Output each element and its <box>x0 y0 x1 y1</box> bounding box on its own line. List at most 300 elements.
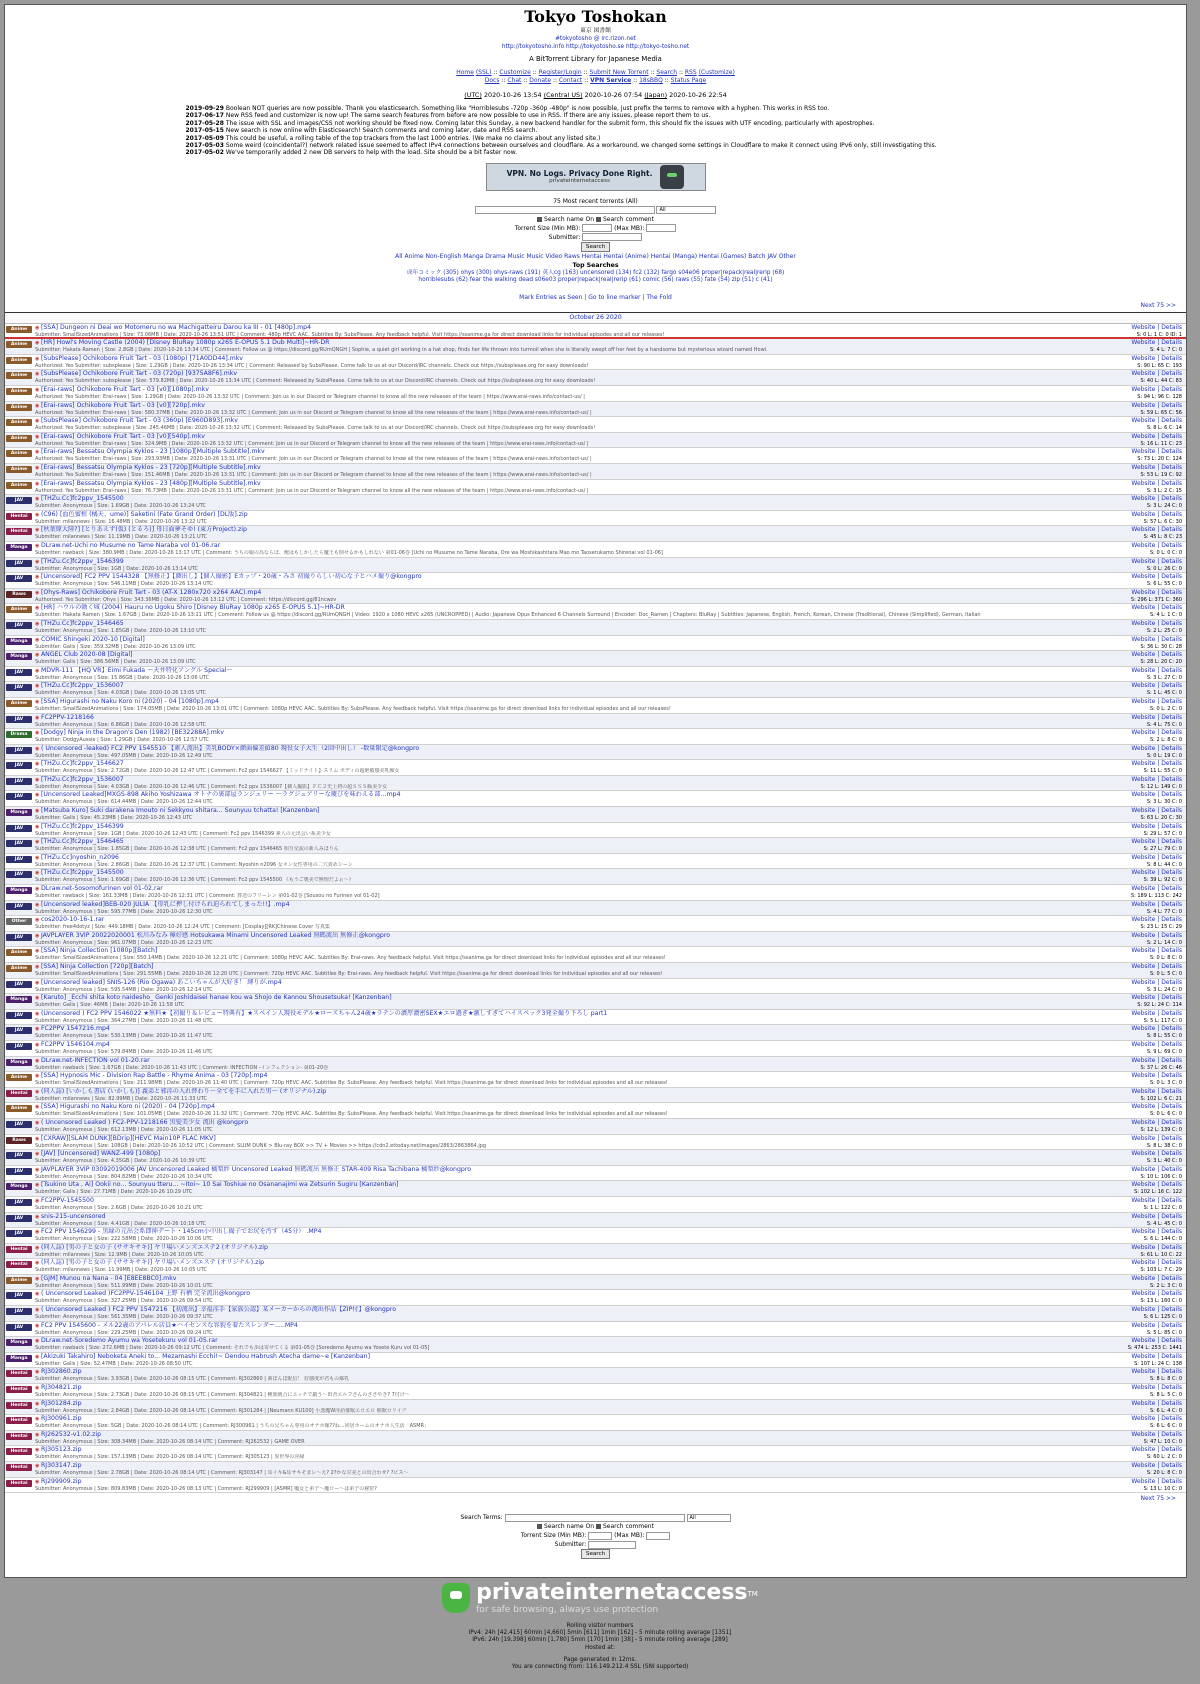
category-badge[interactable]: Manga <box>6 1355 32 1362</box>
torrent-link[interactable]: ◉ snis-215-uncensored <box>35 1213 1045 1221</box>
category-badge[interactable]: JAV <box>6 840 32 847</box>
category-badge[interactable]: Anime <box>6 435 32 442</box>
torrent-link[interactable]: ◉ FC2PPV-1218166 <box>35 714 1045 722</box>
nav-register-login[interactable]: Register/Login <box>538 69 582 76</box>
website-link[interactable]: Website <box>1131 1196 1156 1204</box>
category-badge[interactable]: Manga <box>6 887 32 894</box>
details-link[interactable]: Details <box>1161 1165 1182 1173</box>
details-link[interactable]: Details <box>1161 1384 1182 1392</box>
details-link[interactable]: Details <box>1161 947 1182 955</box>
details-link[interactable]: Details <box>1161 1477 1182 1485</box>
website-link[interactable]: Website <box>1131 775 1156 783</box>
details-link[interactable]: Details <box>1161 619 1182 627</box>
torrent-link[interactable]: ◉ RJ302860.zip <box>35 1368 1045 1376</box>
category-badge[interactable]: JAV <box>6 716 32 723</box>
website-link[interactable]: Website <box>1131 1009 1156 1017</box>
category-badge[interactable]: JAV <box>6 669 32 676</box>
details-link[interactable]: Details <box>1161 448 1182 456</box>
torrent-link[interactable]: ◉ [Erai-raws] Ochikobore Fruit Tart - 03 [v0][540p].mkv <box>35 433 1045 441</box>
torrent-link[interactable]: ◉ [Erai-raws] Ochikobore Fruit Tart - 03 [v0][720p].mkv <box>35 402 1045 410</box>
website-link[interactable]: Website <box>1131 1352 1156 1360</box>
category-badge[interactable]: Hentai <box>6 528 32 535</box>
category-badge[interactable]: Manga <box>6 1059 32 1066</box>
torrent-link[interactable]: ◉ [THZu.Cc]fc2ppv_1546399 <box>35 558 1045 566</box>
torrent-link[interactable]: ◉ [THZu.Cc]fc2ppv_1546399 <box>35 823 1045 831</box>
website-link[interactable]: Website <box>1131 354 1156 362</box>
torrent-link[interactable]: ◉ [THZu.Cc]fc2ppv_1546465 <box>35 838 1045 846</box>
details-link[interactable]: Details <box>1161 1446 1182 1454</box>
category-badge[interactable]: Manga <box>6 809 32 816</box>
torrent-link[interactable]: ◉ FC2 PPV 1545600 - メル22歳のアパレル店員★ハイセンスな容貌を着たスレンダー.....MP4 <box>35 1322 1045 1330</box>
torrent-link[interactable]: ◉ JAVPLAYER 3VIP 20022020001 松川みなみ 極好感 Hotsukawa Minami Uncensored Leaked 無碼流出 無修正@kongpro <box>35 932 1045 940</box>
details-link[interactable]: Details <box>1161 931 1182 939</box>
details-link[interactable]: Details <box>1161 1415 1182 1423</box>
details-link[interactable]: Details <box>1161 869 1182 877</box>
torrent-link[interactable]: ◉ ANGEL Club 2020-08 [Digital] <box>35 651 1045 659</box>
details-link[interactable]: Details <box>1161 853 1182 861</box>
details-link[interactable]: Details <box>1161 588 1182 596</box>
torrent-link[interactable]: ◉ [THZu.Cc]fc2ppv_1546627 <box>35 760 1045 768</box>
torrent-link[interactable]: ◉ ( Uncensored Leaked ) FC2 PPV 1547216 【初流出】幸福淫手【家族公認】某メーカーからの流出作品【ZIP付】@kongpro <box>35 1306 1045 1314</box>
website-link[interactable]: Website <box>1131 807 1156 815</box>
website-link[interactable]: Website <box>1131 1134 1156 1142</box>
torrent-link[interactable]: ◉ [THZu.Cc]nyoshin_n2096 <box>35 854 1045 862</box>
details-link[interactable]: Details <box>1161 1009 1182 1017</box>
irc-link[interactable]: #tokyotosho @ irc.rizon.net <box>555 36 636 42</box>
torrent-link[interactable]: ◉ [GJM] Munou na Nana - 04 [E8EE8BC0].mkv <box>35 1275 1045 1283</box>
nav-status[interactable]: Status Page <box>670 77 707 84</box>
website-link[interactable]: Website <box>1131 947 1156 955</box>
nav-vpn[interactable]: VPN Service <box>590 77 632 84</box>
torrent-link[interactable]: ◉ RJ304821.zip <box>35 1384 1045 1392</box>
max-size-input[interactable] <box>646 224 676 232</box>
category-badge[interactable]: Anime <box>6 419 32 426</box>
category-badge[interactable]: Anime <box>6 1277 32 1284</box>
details-link[interactable]: Details <box>1161 1025 1182 1033</box>
torrent-link[interactable]: ◉ [Ohys-Raws] Ochikobore Fruit Tart - 03 (AT-X 1280x720 x264 AAC).mp4 <box>35 589 1045 597</box>
torrent-link[interactable]: ◉ RJ305123.zip <box>35 1446 1045 1454</box>
details-link[interactable]: Details <box>1161 1040 1182 1048</box>
details-link[interactable]: Details <box>1161 1243 1182 1251</box>
category-badge[interactable]: JAV <box>6 778 32 785</box>
website-link[interactable]: Website <box>1131 526 1156 534</box>
nav-docs[interactable]: Docs <box>484 77 500 84</box>
details-link[interactable]: Details <box>1161 713 1182 721</box>
details-link[interactable]: Details <box>1161 978 1182 986</box>
details-link[interactable]: Details <box>1161 1399 1182 1407</box>
category-badge[interactable]: Raws <box>6 1137 32 1144</box>
details-link[interactable]: Details <box>1161 1337 1182 1345</box>
mirror-links[interactable]: http://tokyotosho.info http://tokyotosho.se http://tokyo-tosho.net <box>501 44 690 50</box>
category-badge[interactable]: JAV <box>6 560 32 567</box>
search-input[interactable] <box>475 206 655 214</box>
next-page-link-top[interactable]: Next 75 >> <box>1140 301 1176 309</box>
details-link[interactable]: Details <box>1161 1430 1182 1438</box>
category-badge[interactable]: Manga <box>6 638 32 645</box>
torrent-link[interactable]: ◉ [Uncensored] FC2 PPV 1544328 【無修正】【顔出し】【個人撮影】Eカップ・20歳・みさ 初撮りらしい初心な子とハメ撮り@kongpro <box>35 573 1045 581</box>
torrent-link[interactable]: ◉ [SubsPlease] Ochikobore Fruit Tart - 03 (1080p) [71A0DD44].mkv <box>35 355 1045 363</box>
details-link[interactable]: Details <box>1161 1352 1182 1360</box>
website-link[interactable]: Website <box>1131 1040 1156 1048</box>
torrent-link[interactable]: ◉ cos2020-10-16-1.rar <box>35 916 1045 924</box>
details-link[interactable]: Details <box>1161 526 1182 534</box>
torrent-link[interactable]: ◉ (同人誌) [いかしも書店 (いかしも)] 義弟と邪淫の入れ替わり～全てを手に入れた男～ (オリジナル).zip <box>35 1088 1045 1096</box>
category-badge[interactable]: Hentai <box>6 1370 32 1377</box>
website-link[interactable]: Website <box>1131 791 1156 799</box>
torrent-link[interactable]: ◉ [THZu.Cc]fc2ppv_1536007 <box>35 682 1045 690</box>
website-link[interactable]: Website <box>1131 339 1156 347</box>
search-comment-checkbox[interactable] <box>596 217 601 222</box>
torrent-link[interactable]: ◉ (同人誌) [男の子と女の子 (ササキサキ)] ヤリ場いメンズエステ (オリジナル).zip <box>35 1259 1045 1267</box>
details-link[interactable]: Details <box>1161 916 1182 924</box>
details-link[interactable]: Details <box>1161 541 1182 549</box>
website-link[interactable]: Website <box>1131 651 1156 659</box>
website-link[interactable]: Website <box>1131 1056 1156 1064</box>
website-link[interactable]: Website <box>1131 604 1156 612</box>
website-link[interactable]: Website <box>1131 510 1156 518</box>
bottom-search-comment-checkbox[interactable] <box>596 1524 601 1529</box>
category-badge[interactable]: JAV <box>6 1012 32 1019</box>
torrent-link[interactable]: ◉ [SSA] Hypnosis Mic - Division Rap Battle - Rhyme Anima - 03 [720p].mp4 <box>35 1072 1045 1080</box>
torrent-link[interactable]: ◉ [SubsPlease] Ochikobore Fruit Tart - 03 (720p) [9375A8F6].mkv <box>35 370 1045 378</box>
details-link[interactable]: Details <box>1161 1103 1182 1111</box>
website-link[interactable]: Website <box>1131 464 1156 471</box>
details-link[interactable]: Details <box>1161 1212 1182 1220</box>
category-badge[interactable]: Anime <box>6 482 32 489</box>
category-badge[interactable]: Anime <box>6 1105 32 1112</box>
details-link[interactable]: Details <box>1161 1259 1182 1267</box>
submitter-input[interactable] <box>582 233 642 241</box>
details-link[interactable]: Details <box>1161 729 1182 737</box>
nav-donate[interactable]: Donate <box>529 77 552 84</box>
category-badge[interactable]: Manga <box>6 1183 32 1190</box>
torrent-link[interactable]: ◉ FC2PPV-1545500 <box>35 1197 1045 1205</box>
torrent-link[interactable]: ◉ (Uncensored ) FC2 PPV 1546022 ★無料★【初撮り＆レビュー特典有】★スペイン人現役モデル★ローズちゃん24歳★ラテンの濃厚濃密SEX★エロ過ぎ★激しすぎてハイスペック3発全撮り下ろし part1 <box>35 1010 1045 1018</box>
website-link[interactable]: Website <box>1131 666 1156 674</box>
torrent-link[interactable]: ◉ [SSA] Ninja Collection [720p][Batch] <box>35 963 1045 971</box>
category-badge[interactable]: Manga <box>6 544 32 551</box>
details-link[interactable]: Details <box>1161 635 1182 643</box>
category-badge[interactable]: Anime <box>6 606 32 613</box>
details-link[interactable]: Details <box>1161 744 1182 752</box>
category-badge[interactable]: Manga <box>6 996 32 1003</box>
category-badge[interactable]: JAV <box>6 825 32 832</box>
torrent-link[interactable]: ◉ [Uncensored leaked]BEB-020 JULIA 【母乳に押し付けられ迫られてしまった!!】.mp4 <box>35 901 1045 909</box>
details-link[interactable]: Details <box>1161 838 1182 846</box>
category-badge[interactable]: Manga <box>6 653 32 660</box>
site-title[interactable]: Tokyo Toshokan <box>524 7 667 26</box>
website-link[interactable]: Website <box>1131 619 1156 627</box>
torrent-link[interactable]: ◉ [Karuto] _Ecchi shita koto naidesho_ Genki Joshidaisei hanae kou wa Shojo de Kannou Shousetsuka! [Kanzenban] <box>35 994 1045 1002</box>
torrent-link[interactable]: ◉ [THZu.Cc]fc2ppv_1545500 <box>35 869 1045 877</box>
details-link[interactable]: Details <box>1161 479 1182 487</box>
category-badge[interactable]: JAV <box>6 903 32 910</box>
details-link[interactable]: Details <box>1161 1228 1182 1236</box>
bottom-search-input[interactable] <box>505 1514 685 1522</box>
torrent-link[interactable]: ◉ FC2PPV 1547216.mp4 <box>35 1025 1045 1033</box>
category-badge[interactable]: Hentai <box>6 1402 32 1409</box>
website-link[interactable]: Website <box>1131 1446 1156 1454</box>
website-link[interactable]: Website <box>1131 697 1156 705</box>
website-link[interactable]: Website <box>1131 1212 1156 1220</box>
details-link[interactable]: Details <box>1161 432 1182 440</box>
torrent-link[interactable]: ◉ [Erai-raws] Bessatsu Olympia Kyklos - 23 [480p][Multiple Subtitle].mkv <box>35 480 1045 488</box>
bottom-search-name-checkbox[interactable] <box>537 1524 542 1529</box>
details-link[interactable]: Details <box>1161 1306 1182 1314</box>
category-badge[interactable]: Hentai <box>6 1386 32 1393</box>
torrent-link[interactable]: ◉ COMIC Shingeki 2020-10 [Digital] <box>35 636 1045 644</box>
torrent-link[interactable]: ◉ RJ303147.zip <box>35 1462 1045 1470</box>
category-badge[interactable]: Other <box>6 918 32 925</box>
next-page-link-bottom[interactable]: Next 75 >> <box>1140 1495 1176 1503</box>
torrent-link[interactable]: ◉ RJ262532-v1.02.zip <box>35 1431 1045 1439</box>
details-link[interactable]: Details <box>1161 573 1182 581</box>
website-link[interactable]: Website <box>1131 1025 1156 1033</box>
website-link[interactable]: Website <box>1131 401 1156 409</box>
category-badge[interactable]: Hentai <box>6 513 32 520</box>
category-badge[interactable]: JAV <box>6 1199 32 1206</box>
torrent-link[interactable]: ◉ [CXRAW][SLAM DUNK][BDrip][HEVC Main10P FLAC MKV] <box>35 1135 1045 1143</box>
details-link[interactable]: Details <box>1161 697 1182 705</box>
website-link[interactable]: Website <box>1131 1243 1156 1251</box>
category-badge[interactable]: JAV <box>6 1168 32 1175</box>
website-link[interactable]: Website <box>1131 635 1156 643</box>
torrent-link[interactable]: ◉ MDVR-111 【HQ VR】Eimi Fukada ～天井特化アングル Special～ <box>35 667 1045 675</box>
category-links[interactable]: All Anime Non-English Manga Drama Music Music Video Raws Hentai Hentai (Anime) Hentai (Manga) Hentai (Games) Batch JAV Other <box>395 252 796 260</box>
details-link[interactable]: Details <box>1161 822 1182 830</box>
website-link[interactable]: Website <box>1131 323 1156 331</box>
torrent-link[interactable]: ◉ [Tsukino Uta , Ai] Ookii no... Sounyuu tteru... ~Itoi~ 10 Sai Toshiue no Osananajimi wa Zetsurin Sugiru [Kanzenban] <box>35 1181 1045 1189</box>
torrent-link[interactable]: ◉ (同人誌) [男の子と女の子 (ササキサキ)] ヤリ場いメンズエステ2 (オリジナル).zip <box>35 1244 1045 1252</box>
category-badge[interactable]: Hentai <box>6 1246 32 1253</box>
details-link[interactable]: Details <box>1161 401 1182 409</box>
details-link[interactable]: Details <box>1161 760 1182 768</box>
torrent-link[interactable]: ◉ [Uncensored leaked] SNIS-126 (Rio Ogawa) あこいちゃんが大好き！ 縛りが.mp4 <box>35 979 1045 987</box>
website-link[interactable]: Website <box>1131 1274 1156 1282</box>
torrent-link[interactable]: ◉ [THZu.Cc]fc2ppv_1536007 <box>35 776 1045 784</box>
website-link[interactable]: Website <box>1131 1462 1156 1469</box>
torrent-link[interactable]: ◉ [SSA] Higurashi no Naku Koro ni (2020) - 04 [1080p].mp4 <box>35 698 1045 706</box>
details-link[interactable]: Details <box>1161 370 1182 378</box>
details-link[interactable]: Details <box>1161 1056 1182 1064</box>
category-badge[interactable]: JAV <box>6 871 32 878</box>
torrent-link[interactable]: ◉ [Dodgy] Ninja in the Dragon's Den (1982) [BE32288A].mkv <box>35 729 1045 737</box>
category-badge[interactable]: Hentai <box>6 1448 32 1455</box>
category-badge[interactable]: Anime <box>6 341 32 348</box>
details-link[interactable]: Details <box>1161 807 1182 815</box>
category-badge[interactable]: JAV <box>6 1230 32 1237</box>
website-link[interactable]: Website <box>1131 1368 1156 1376</box>
category-badge[interactable]: Hentai <box>6 1417 32 1424</box>
details-link[interactable]: Details <box>1161 994 1182 1002</box>
category-badge[interactable]: JAV <box>6 747 32 754</box>
nav-ssl[interactable]: (SSL) <box>475 69 492 76</box>
details-link[interactable]: Details <box>1161 963 1182 970</box>
bottom-search-button[interactable]: Search <box>581 1549 610 1559</box>
website-link[interactable]: Website <box>1131 588 1156 596</box>
website-link[interactable]: Website <box>1131 1165 1156 1173</box>
torrent-link[interactable]: ◉ [Erai-raws] Ochikobore Fruit Tart - 03 [v0][1080p].mkv <box>35 386 1045 394</box>
details-link[interactable]: Details <box>1161 885 1182 893</box>
details-link[interactable]: Details <box>1161 510 1182 518</box>
nav-submit[interactable]: Submit New Torrent <box>589 69 649 76</box>
torrent-link[interactable]: ◉ [Akizuki Takahiro] Neboketa Aneki to... Mezamashi Ecchi!~ Dendou Habrush Atecha dame~e [Kanzenban] <box>35 1353 1045 1361</box>
category-badge[interactable]: Anime <box>6 450 32 457</box>
website-link[interactable]: Website <box>1131 1384 1156 1392</box>
website-link[interactable]: Website <box>1131 495 1156 503</box>
category-badge[interactable]: Hentai <box>6 1464 32 1471</box>
details-link[interactable]: Details <box>1161 1150 1182 1158</box>
website-link[interactable]: Website <box>1131 557 1156 565</box>
torrent-link[interactable]: ◉ DLraw.net-INFECTION vol 01-20.rar <box>35 1057 1045 1065</box>
details-link[interactable]: Details <box>1161 775 1182 783</box>
website-link[interactable]: Website <box>1131 1087 1156 1095</box>
nav-18sbbq[interactable]: 18sBBQ <box>639 77 663 84</box>
website-link[interactable]: Website <box>1131 682 1156 690</box>
details-link[interactable]: Details <box>1161 666 1182 674</box>
category-badge[interactable]: Anime <box>6 372 32 379</box>
category-badge[interactable]: Anime <box>6 388 32 395</box>
website-link[interactable]: Website <box>1131 1103 1156 1111</box>
top-searches-line-2[interactable]: horriblesubs (62) fear the walking dead s06e03 proper|repack|real|rerip (61) comic (56) raws (55) fate (54) zip (51) c (41) <box>418 277 773 284</box>
torrent-link[interactable]: ◉ DLraw.net-Uchi no Musume no Tame Naraba vol 01-06.rar <box>35 542 1045 550</box>
website-link[interactable]: Website <box>1131 448 1156 456</box>
website-link[interactable]: Website <box>1131 386 1156 394</box>
website-link[interactable]: Website <box>1131 479 1156 487</box>
website-link[interactable]: Website <box>1131 713 1156 721</box>
website-link[interactable]: Website <box>1131 1150 1156 1158</box>
website-link[interactable]: Website <box>1131 978 1156 986</box>
category-badge[interactable]: JAV <box>6 1324 32 1331</box>
website-link[interactable]: Website <box>1131 370 1156 378</box>
nav-chat[interactable]: Chat <box>507 77 522 84</box>
nav-customize[interactable]: Customize <box>499 69 531 76</box>
category-badge[interactable]: Manga <box>6 1339 32 1346</box>
category-badge[interactable]: JAV <box>6 1308 32 1315</box>
details-link[interactable]: Details <box>1161 417 1182 425</box>
torrent-link[interactable]: ◉ DLraw.net-Soredemo Ayumu wa Yosetekuru vol 01-05.rar <box>35 1337 1045 1345</box>
torrent-link[interactable]: ◉ JAVPLAYER 3VIP 03092019006 JAV Uncensored Leaked 橘梨紗 Uncensored Leaked 無碼流出 無修正 STAR-409 Risa Tachibana 橘梨紗@kongpro <box>35 1166 1045 1174</box>
details-link[interactable]: Details <box>1161 1462 1182 1469</box>
website-link[interactable]: Website <box>1131 760 1156 768</box>
details-link[interactable]: Details <box>1161 495 1182 503</box>
torrent-link[interactable]: ◉ [Matsuba Kuro] Suki darakena Imouto ni Sekkyou shitara... Sounyuu tchatta! [Kanzenban] <box>35 807 1045 815</box>
torrent-link[interactable]: ◉ RJ300961.zip <box>35 1415 1045 1423</box>
website-link[interactable]: Website <box>1131 1228 1156 1236</box>
website-link[interactable]: Website <box>1131 1259 1156 1267</box>
website-link[interactable]: Website <box>1131 1118 1156 1126</box>
torrent-link[interactable]: ◉ [Erai-raws] Bessatsu Olympia Kyklos - 23 [720p][Multiple Subtitle].mkv <box>35 464 1045 472</box>
nav-search[interactable]: Search <box>656 69 678 76</box>
category-badge[interactable]: JAV <box>6 1043 32 1050</box>
torrent-link[interactable]: ◉ [SubsPlease] Ochikobore Fruit Tart - 03 (360p) [E960D893].mkv <box>35 417 1045 425</box>
category-badge[interactable]: JAV <box>6 622 32 629</box>
website-link[interactable]: Website <box>1131 838 1156 846</box>
details-link[interactable]: Details <box>1161 604 1182 612</box>
details-link[interactable]: Details <box>1161 1181 1182 1189</box>
website-link[interactable]: Website <box>1131 1477 1156 1485</box>
website-link[interactable]: Website <box>1131 885 1156 893</box>
category-badge[interactable]: Anime <box>6 466 32 473</box>
category-badge[interactable]: JAV <box>6 762 32 769</box>
website-link[interactable]: Website <box>1131 1181 1156 1189</box>
torrent-link[interactable]: ◉ FC2PPV 1546104.mp4 <box>35 1041 1045 1049</box>
details-link[interactable]: Details <box>1161 1072 1182 1080</box>
website-link[interactable]: Website <box>1131 541 1156 549</box>
details-link[interactable]: Details <box>1161 682 1182 690</box>
category-badge[interactable]: JAV <box>6 1027 32 1034</box>
torrent-link[interactable]: ◉ [SSA] Ninja Collection [1080p][Batch] <box>35 947 1045 955</box>
details-link[interactable]: Details <box>1161 354 1182 362</box>
min-size-input[interactable] <box>582 224 612 232</box>
category-badge[interactable]: Hentai <box>6 1433 32 1440</box>
website-link[interactable]: Website <box>1131 963 1156 970</box>
category-badge[interactable]: Anime <box>6 357 32 364</box>
torrent-link[interactable]: ◉ ( Uncensored Leaked )FC2PPV-1546104 上野 有栖 完全流出@kongpro <box>35 1290 1045 1298</box>
website-link[interactable]: Website <box>1131 1306 1156 1314</box>
category-badge[interactable]: JAV <box>6 793 32 800</box>
category-badge[interactable]: JAV <box>6 1292 32 1299</box>
website-link[interactable]: Website <box>1131 1290 1156 1298</box>
torrent-link[interactable]: ◉ [THZu.Cc]fc2ppv_1546465 <box>35 620 1045 628</box>
category-badge[interactable]: Hentai <box>6 1261 32 1268</box>
website-link[interactable]: Website <box>1131 853 1156 861</box>
details-link[interactable]: Details <box>1161 651 1182 659</box>
category-badge[interactable]: JAV <box>6 1121 32 1128</box>
details-link[interactable]: Details <box>1161 1321 1182 1329</box>
category-badge[interactable]: Hentai <box>6 1090 32 1097</box>
category-badge[interactable]: JAV <box>6 981 32 988</box>
torrent-link[interactable]: ◉ ( Uncensored Leaked ) FC2-PPV-1218166 黒髪美少女 流出 @kongpro <box>35 1119 1045 1127</box>
category-badge[interactable]: JAV <box>6 1215 32 1222</box>
website-link[interactable]: Website <box>1131 1072 1156 1080</box>
torrent-link[interactable]: ◉ RJ299909.zip <box>35 1478 1045 1486</box>
category-badge[interactable]: Anime <box>6 700 32 707</box>
website-link[interactable]: Website <box>1131 900 1156 908</box>
torrent-link[interactable]: ◉ (C96) [血色蜜柑 (橘天、ume)] Saketini (Fate Grand Order) [DL版].zip <box>35 511 1045 519</box>
website-link[interactable]: Website <box>1131 994 1156 1002</box>
website-link[interactable]: Website <box>1131 1321 1156 1329</box>
torrent-link[interactable]: ◉ ( Uncensored -leaked) FC2 PPV 1545510 【素人流出】美乳BODY×顔面偏差値80 現役女子大生（2回中出し） -数量限定@kongpro <box>35 745 1045 753</box>
website-link[interactable]: Website <box>1131 1430 1156 1438</box>
details-link[interactable]: Details <box>1161 1134 1182 1142</box>
category-badge[interactable]: JAV <box>6 934 32 941</box>
search-name-checkbox[interactable] <box>537 217 542 222</box>
details-link[interactable]: Details <box>1161 1087 1182 1095</box>
bottom-category-select[interactable]: All <box>687 1514 731 1522</box>
website-link[interactable]: Website <box>1131 931 1156 939</box>
torrent-link[interactable]: ◉ [JAV] [Uncensored] WANZ-499 [1080p] <box>35 1150 1045 1158</box>
website-link[interactable]: Website <box>1131 432 1156 440</box>
category-badge[interactable]: JAV <box>6 575 32 582</box>
details-link[interactable]: Details <box>1161 557 1182 565</box>
torrent-link[interactable]: ◉ DLraw.net-Sosomofurinen vol 01-02.rar <box>35 885 1045 893</box>
category-badge[interactable]: Anime <box>6 1074 32 1081</box>
bottom-min-size-input[interactable] <box>588 1532 612 1540</box>
details-link[interactable]: Details <box>1161 1196 1182 1204</box>
torrent-link[interactable]: ◉ FC2 PPV 1546299 - 黒縁の元出会系即挿デート・145cm小中出し撮子でお尻を汚す（45分） .MP4 <box>35 1228 1045 1236</box>
nav-rss-customize[interactable]: (Customize) <box>698 69 735 76</box>
category-badge[interactable]: Anime <box>6 326 32 333</box>
details-link[interactable]: Details <box>1161 386 1182 394</box>
torrent-link[interactable]: ◉ RJ301284.zip <box>35 1400 1045 1408</box>
category-badge[interactable]: Drama <box>6 731 32 738</box>
category-select[interactable]: All <box>656 206 716 214</box>
torrent-link[interactable]: ◉ [SSA] Dungeon ni Deai wo Motomeru no wa Machigatteiru Darou ka III - 01 [480p].mp4 <box>35 324 1045 332</box>
mark-entries-links[interactable]: Mark Entries as Seen | Go to line marker | The Fold <box>519 293 672 301</box>
details-link[interactable]: Details <box>1161 791 1182 799</box>
details-link[interactable]: Details <box>1161 900 1182 908</box>
